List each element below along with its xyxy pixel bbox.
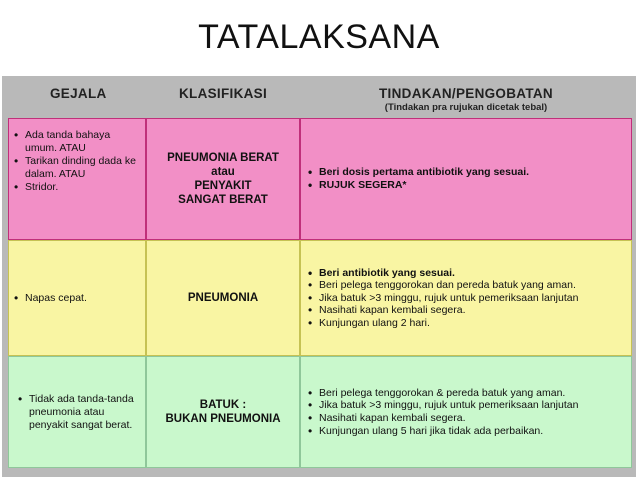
list-item: • Tarikan dinding dada ke dalam. ATAU	[13, 155, 139, 181]
list-item: • Jika batuk >3 minggu, rujuk untuk pemeriksaan lanjutan	[307, 399, 625, 412]
list-item: • Nasihati kapan kembali segera.	[307, 412, 625, 425]
row-1-gejala	[8, 118, 146, 240]
klasifikasi-line: atau	[211, 166, 235, 178]
list-item: • Beri dosis pertama antibiotik yang sesuai.	[307, 166, 625, 179]
header-tindakan-note: (Tindakan pra rujukan dicetak tebal)	[384, 102, 548, 113]
row-2-tindakan-list	[307, 267, 625, 330]
row-2-tindakan	[300, 240, 632, 356]
row-3-gejala-list	[17, 393, 135, 432]
header-tindakan	[300, 78, 632, 118]
row-2-gejala-list	[13, 292, 139, 305]
list-item: • Jika batuk >3 minggu, rujuk untuk pemeriksaan lanjutan	[307, 292, 625, 305]
row-1-gejala-list	[13, 129, 139, 194]
row-2-gejala	[8, 240, 146, 356]
tatalaksana-table	[8, 78, 632, 473]
klasifikasi-line: BATUK :	[199, 399, 247, 411]
header-klasifikasi	[148, 78, 298, 118]
row-3-tindakan-list	[307, 387, 625, 437]
list-item: • Ada tanda bahaya umum. ATAU	[13, 129, 139, 155]
row-1-klasifikasi	[146, 118, 300, 240]
list-item: • Beri pelega tenggorokan dan pereda batuk yang aman.	[307, 279, 625, 292]
header-tindakan-label: TINDAKAN/PENGOBATAN	[379, 86, 553, 101]
list-item: • Nasihati kapan kembali segera.	[307, 304, 625, 317]
klasifikasi-line: SANGAT BERAT	[178, 194, 268, 206]
klasifikasi-line: PENYAKIT	[194, 180, 252, 192]
list-item: • RUJUK SEGERA*	[307, 179, 625, 192]
header-klasifikasi-label: KLASIFIKASI	[178, 86, 268, 101]
slide-title: TATALAKSANA	[198, 18, 440, 56]
row-1-tindakan	[300, 118, 632, 240]
klasifikasi-line: BUKAN PNEUMONIA	[165, 413, 281, 425]
list-item: • Tidak ada tanda-tanda pneumonia atau penyakit sangat berat.	[17, 393, 135, 432]
klasifikasi-line: PNEUMONIA	[187, 292, 259, 304]
header-gejala-label: GEJALA	[50, 86, 107, 101]
list-item: • Stridor.	[13, 181, 139, 194]
list-item: • Beri antibiotik yang sesuai.	[307, 267, 625, 280]
row-3-klasifikasi	[146, 356, 300, 468]
list-item: • Beri pelega tenggorokan & pereda batuk yang aman.	[307, 387, 625, 400]
row-1-tindakan-list	[307, 166, 625, 191]
klasifikasi-line: PNEUMONIA BERAT	[167, 152, 279, 164]
list-item: • Kunjungan ulang 5 hari jika tidak ada perbaikan.	[307, 425, 625, 438]
row-3-gejala	[8, 356, 146, 468]
row-3-tindakan	[300, 356, 632, 468]
list-item: • Napas cepat.	[13, 292, 139, 305]
list-item: • Kunjungan ulang 2 hari.	[307, 317, 625, 330]
row-2-klasifikasi	[146, 240, 300, 356]
